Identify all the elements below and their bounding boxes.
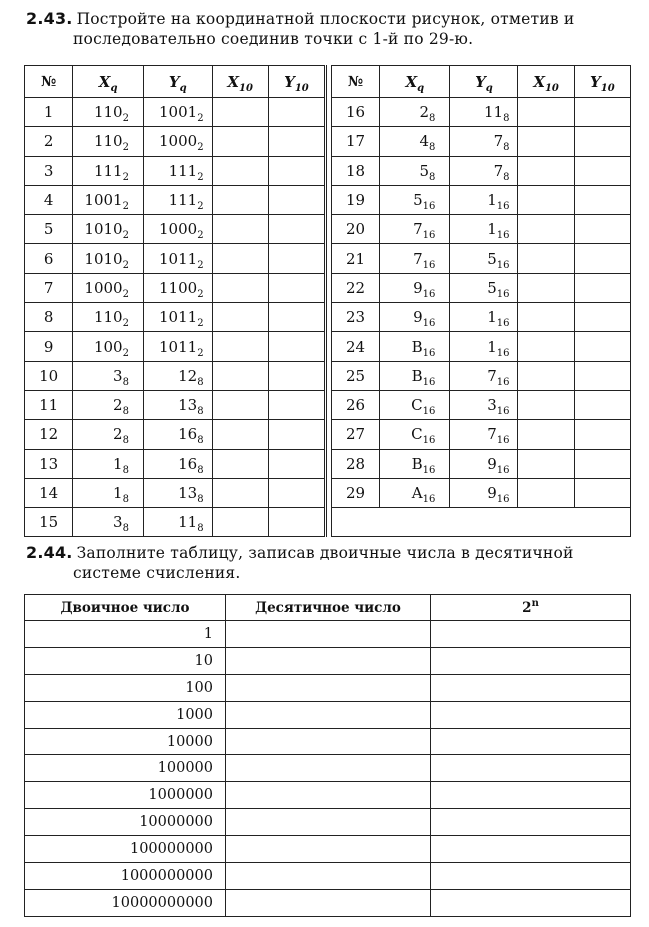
point-xq: $110_2$	[73, 98, 144, 127]
point-y10-cell[interactable]	[268, 449, 325, 478]
point-y10-cell[interactable]	[268, 361, 325, 390]
point-xq: $100_2$	[73, 332, 144, 361]
table-row	[25, 701, 631, 728]
header-y10: $Y_{10}$	[268, 66, 325, 98]
header-number: №	[25, 66, 73, 98]
table-row	[25, 836, 631, 863]
binary-number: 1000	[25, 701, 226, 728]
point-yq: $111_2$	[143, 156, 212, 185]
table-row	[25, 244, 631, 273]
point-yq: $16_8$	[143, 449, 212, 478]
point-number: 3	[25, 156, 73, 185]
decimal-answer-cell[interactable]	[226, 755, 431, 782]
table-row	[25, 273, 631, 302]
point-xq: $1_8$	[73, 449, 144, 478]
table-row	[25, 755, 631, 782]
point-yq: $5_{16}$	[450, 273, 518, 302]
task-text-line2: последовательно соединив точки с 1-й по 29-ю.	[73, 30, 474, 48]
point-y10-cell[interactable]	[268, 215, 325, 244]
point-y10-cell[interactable]	[268, 390, 325, 419]
point-x10-cell[interactable]	[518, 332, 574, 361]
header-number: №	[331, 66, 379, 98]
header-x10: $X_{10}$	[212, 66, 268, 98]
point-y10-cell[interactable]	[268, 478, 325, 507]
power-answer-cell[interactable]	[431, 836, 631, 863]
point-number: 16	[331, 98, 379, 127]
point-x10-cell[interactable]	[518, 185, 574, 214]
power-answer-cell[interactable]	[431, 621, 631, 648]
point-y10-cell[interactable]	[574, 449, 630, 478]
point-number: 26	[331, 390, 379, 419]
point-y10-cell[interactable]	[574, 332, 630, 361]
point-xq: $111_2$	[73, 156, 144, 185]
point-y10-cell[interactable]	[574, 420, 630, 449]
point-yq: $1_{16}$	[450, 215, 518, 244]
table-row	[25, 156, 631, 185]
decimal-answer-cell[interactable]	[226, 728, 431, 755]
point-yq: $9_{16}$	[450, 478, 518, 507]
point-y10-cell[interactable]	[268, 332, 325, 361]
binary-number: 10000000000	[25, 889, 226, 916]
point-yq: $3_{16}$	[450, 390, 518, 419]
point-xq: $B_{16}$	[380, 332, 450, 361]
power-answer-cell[interactable]	[431, 728, 631, 755]
point-yq: $1_{16}$	[450, 185, 518, 214]
point-y10-cell[interactable]	[574, 215, 630, 244]
point-number: 4	[25, 185, 73, 214]
point-x10-cell[interactable]	[518, 420, 574, 449]
point-xq: $1001_2$	[73, 185, 144, 214]
point-x10-cell[interactable]	[212, 508, 268, 537]
point-yq: $1011_2$	[143, 244, 212, 273]
point-xq: $7_{16}$	[380, 215, 450, 244]
task-number: 2.44.	[26, 543, 73, 562]
header-xq: $X_q$	[73, 66, 144, 98]
point-number: 25	[331, 361, 379, 390]
point-xq: $1010_2$	[73, 244, 144, 273]
point-x10-cell[interactable]	[212, 215, 268, 244]
power-answer-cell[interactable]	[431, 889, 631, 916]
decimal-answer-cell[interactable]	[226, 701, 431, 728]
point-number: 15	[25, 508, 73, 537]
binary-number: 100000000	[25, 836, 226, 863]
coordinates-table	[24, 65, 631, 537]
point-number: 19	[331, 185, 379, 214]
power-answer-cell[interactable]	[431, 647, 631, 674]
table-header-row	[25, 66, 631, 98]
point-y10-cell[interactable]	[574, 273, 630, 302]
point-xq: $110_2$	[73, 127, 144, 156]
point-y10-cell[interactable]	[574, 127, 630, 156]
point-xq: $3_8$	[73, 361, 144, 390]
point-y10-cell[interactable]	[268, 185, 325, 214]
point-number: 27	[331, 420, 379, 449]
point-number: 13	[25, 449, 73, 478]
header-xq: $X_q$	[380, 66, 450, 98]
decimal-answer-cell[interactable]	[226, 621, 431, 648]
point-y10-cell[interactable]	[268, 303, 325, 332]
point-x10-cell[interactable]	[212, 332, 268, 361]
point-xq: $1_8$	[73, 478, 144, 507]
point-y10-cell[interactable]	[268, 156, 325, 185]
point-y10-cell[interactable]	[574, 98, 630, 127]
point-x10-cell[interactable]	[518, 303, 574, 332]
point-xq: $4_8$	[380, 127, 450, 156]
point-y10-cell[interactable]	[574, 478, 630, 507]
point-yq: $9_{16}$	[450, 449, 518, 478]
point-xq: $2_8$	[73, 420, 144, 449]
power-answer-cell[interactable]	[431, 701, 631, 728]
point-yq: $111_2$	[143, 185, 212, 214]
decimal-answer-cell[interactable]	[226, 836, 431, 863]
point-y10-cell[interactable]	[268, 244, 325, 273]
point-xq: $7_{16}$	[380, 244, 450, 273]
table-header-row	[25, 595, 631, 621]
point-xq: $C_{16}$	[380, 420, 450, 449]
binary-conversion-table	[24, 594, 631, 917]
empty-cell	[331, 508, 630, 537]
point-x10-cell[interactable]	[518, 215, 574, 244]
table-row	[25, 508, 631, 537]
point-x10-cell[interactable]	[212, 420, 268, 449]
binary-number: 10000	[25, 728, 226, 755]
point-y10-cell[interactable]	[268, 420, 325, 449]
point-yq: $11_8$	[143, 508, 212, 537]
binary-number: 1000000	[25, 782, 226, 809]
point-number: 20	[331, 215, 379, 244]
table-row	[25, 863, 631, 890]
table-row	[25, 621, 631, 648]
task-number: 2.43.	[26, 9, 73, 28]
point-number: 11	[25, 390, 73, 419]
point-xq: $9_{16}$	[380, 303, 450, 332]
binary-number: 100000	[25, 755, 226, 782]
point-yq: $1_{16}$	[450, 303, 518, 332]
point-yq: $1001_2$	[143, 98, 212, 127]
point-y10-cell[interactable]	[574, 156, 630, 185]
binary-number: 1	[25, 621, 226, 648]
point-yq: $16_8$	[143, 420, 212, 449]
point-x10-cell[interactable]	[518, 127, 574, 156]
table-row	[25, 98, 631, 127]
point-number: 29	[331, 478, 379, 507]
table-row	[25, 361, 631, 390]
point-yq: $1000_2$	[143, 127, 212, 156]
point-x10-cell[interactable]	[518, 449, 574, 478]
power-answer-cell[interactable]	[431, 809, 631, 836]
table-row	[25, 647, 631, 674]
point-xq: $C_{16}$	[380, 390, 450, 419]
table-row	[25, 478, 631, 507]
table-row	[25, 728, 631, 755]
point-number: 28	[331, 449, 379, 478]
point-number: 6	[25, 244, 73, 273]
header-binary: Двоичное число	[25, 595, 226, 621]
table-row	[25, 127, 631, 156]
point-y10-cell[interactable]	[574, 185, 630, 214]
point-yq: $1011_2$	[143, 332, 212, 361]
power-answer-cell[interactable]	[431, 755, 631, 782]
header-y10: $Y_{10}$	[574, 66, 630, 98]
point-yq: $13_8$	[143, 478, 212, 507]
binary-number: 10000000	[25, 809, 226, 836]
point-number: 9	[25, 332, 73, 361]
header-yq: $Y_q$	[450, 66, 518, 98]
point-yq: $1000_2$	[143, 215, 212, 244]
decimal-answer-cell[interactable]	[226, 674, 431, 701]
point-xq: $2_8$	[73, 390, 144, 419]
point-yq: $1_{16}$	[450, 332, 518, 361]
point-number: 24	[331, 332, 379, 361]
table-row	[25, 809, 631, 836]
point-x10-cell[interactable]	[212, 478, 268, 507]
point-xq: $B_{16}$	[380, 449, 450, 478]
point-yq: $1100_2$	[143, 273, 212, 302]
point-y10-cell[interactable]	[268, 508, 325, 537]
point-y10-cell[interactable]	[574, 244, 630, 273]
binary-number: 100	[25, 674, 226, 701]
point-number: 12	[25, 420, 73, 449]
point-y10-cell[interactable]	[268, 127, 325, 156]
table-row	[25, 420, 631, 449]
point-x10-cell[interactable]	[212, 273, 268, 302]
point-number: 18	[331, 156, 379, 185]
point-yq: $1011_2$	[143, 303, 212, 332]
point-y10-cell[interactable]	[268, 98, 325, 127]
point-y10-cell[interactable]	[574, 361, 630, 390]
point-yq: $13_8$	[143, 390, 212, 419]
decimal-answer-cell[interactable]	[226, 647, 431, 674]
decimal-answer-cell[interactable]	[226, 809, 431, 836]
header-decimal: Десятичное число	[226, 595, 431, 621]
point-x10-cell[interactable]	[212, 244, 268, 273]
header-power: 2$^n$	[431, 595, 631, 621]
task-2-44	[26, 543, 636, 583]
point-yq: $7_{16}$	[450, 420, 518, 449]
power-answer-cell[interactable]	[431, 782, 631, 809]
point-number: 14	[25, 478, 73, 507]
point-x10-cell[interactable]	[212, 449, 268, 478]
point-x10-cell[interactable]	[212, 98, 268, 127]
table-row	[25, 215, 631, 244]
decimal-answer-cell[interactable]	[226, 863, 431, 890]
header-yq: $Y_q$	[143, 66, 212, 98]
point-xq: $5_8$	[380, 156, 450, 185]
point-number: 1	[25, 98, 73, 127]
table-row	[25, 674, 631, 701]
point-number: 10	[25, 361, 73, 390]
decimal-answer-cell[interactable]	[226, 782, 431, 809]
table-row	[25, 185, 631, 214]
point-xq: $9_{16}$	[380, 273, 450, 302]
point-x10-cell[interactable]	[518, 273, 574, 302]
point-x10-cell[interactable]	[518, 390, 574, 419]
table-row	[25, 390, 631, 419]
task-text-line1: Заполните таблицу, записав двоичные числа в десятичной	[76, 544, 574, 562]
table-row	[25, 782, 631, 809]
point-y10-cell[interactable]	[574, 390, 630, 419]
point-yq: $7_{16}$	[450, 361, 518, 390]
table-row	[25, 889, 631, 916]
point-x10-cell[interactable]	[212, 185, 268, 214]
table-row	[25, 303, 631, 332]
point-number: 5	[25, 215, 73, 244]
point-number: 7	[25, 273, 73, 302]
point-xq: $5_{16}$	[380, 185, 450, 214]
point-number: 23	[331, 303, 379, 332]
point-yq: $5_{16}$	[450, 244, 518, 273]
point-xq: $1000_2$	[73, 273, 144, 302]
point-number: 17	[331, 127, 379, 156]
task-2-43	[26, 9, 636, 49]
point-yq: $11_8$	[450, 98, 518, 127]
point-x10-cell[interactable]	[518, 478, 574, 507]
point-x10-cell[interactable]	[212, 127, 268, 156]
task-text-line1: Постройте на координатной плоскости рисунок, отметив и	[76, 10, 575, 28]
point-x10-cell[interactable]	[212, 390, 268, 419]
point-xq: $1010_2$	[73, 215, 144, 244]
point-xq: $3_8$	[73, 508, 144, 537]
point-x10-cell[interactable]	[518, 156, 574, 185]
binary-number: 1000000000	[25, 863, 226, 890]
point-xq: $110_2$	[73, 303, 144, 332]
point-x10-cell[interactable]	[518, 361, 574, 390]
point-xq: $B_{16}$	[380, 361, 450, 390]
point-number: 22	[331, 273, 379, 302]
point-number: 8	[25, 303, 73, 332]
binary-number: 10	[25, 647, 226, 674]
power-answer-cell[interactable]	[431, 674, 631, 701]
task-text-line2: системе счисления.	[73, 564, 241, 582]
header-x10: $X_{10}$	[518, 66, 574, 98]
point-x10-cell[interactable]	[212, 156, 268, 185]
point-x10-cell[interactable]	[212, 303, 268, 332]
point-x10-cell[interactable]	[518, 244, 574, 273]
table-row	[25, 332, 631, 361]
point-y10-cell[interactable]	[574, 303, 630, 332]
point-number: 21	[331, 244, 379, 273]
point-yq: $7_8$	[450, 156, 518, 185]
point-yq: $7_8$	[450, 127, 518, 156]
point-xq: $A_{16}$	[380, 478, 450, 507]
point-yq: $12_8$	[143, 361, 212, 390]
decimal-answer-cell[interactable]	[226, 889, 431, 916]
point-y10-cell[interactable]	[268, 273, 325, 302]
point-number: 2	[25, 127, 73, 156]
point-x10-cell[interactable]	[518, 98, 574, 127]
point-x10-cell[interactable]	[212, 361, 268, 390]
power-answer-cell[interactable]	[431, 863, 631, 890]
point-xq: $2_8$	[380, 98, 450, 127]
table-row	[25, 449, 631, 478]
